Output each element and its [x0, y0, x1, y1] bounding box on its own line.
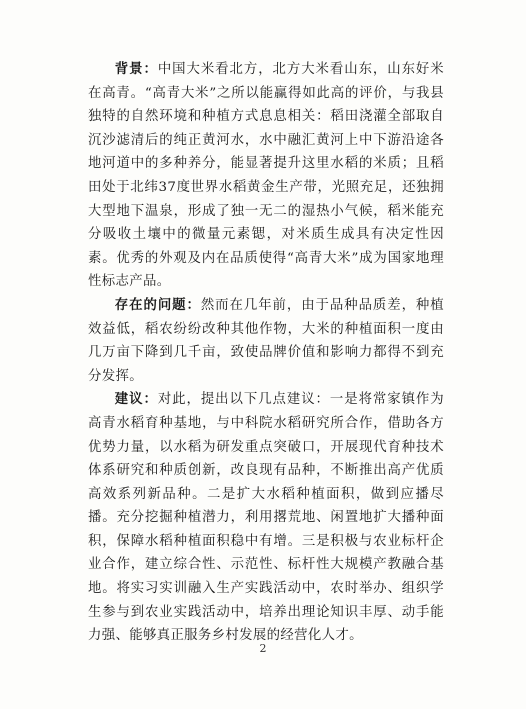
- paragraph-suggestions-text: 对此，提出以下几点建议：一是将常家镇作为高青水稻育种基地，与中科院水稻研究所合作，借助各方优势力量，以水稻为研发重点突破口，开展现代育种技术体系研究和种质创新，改良现有品种，不断推出高产优质高效系列新品种。二是扩大水稻种植面积，做到应播尽播。充分挖掘种植潜力，利用撂荒地、闲置地扩大播种面积，保障水稻种植面积稳中有增。三是积极与农业标杆企业合作，建立综合性、示范性、标杆性大规模产教融合基地。将实习实训融入生产实践活动中，农时举办、组织学生参与到农业实践活动中，培养出理论知识丰厚、动手能力强、能够真正服务乡村发展的经营化人才。: [88, 392, 445, 644]
- heading-suggestions: 建议：: [114, 391, 158, 408]
- paragraph-suggestions: [88, 388, 444, 648]
- body-text: [88, 58, 444, 648]
- heading-background: 背景：: [114, 61, 158, 77]
- heading-problems: 存在的问题：: [114, 296, 201, 313]
- page-number: 2: [259, 642, 267, 655]
- paragraph-problems: [88, 294, 444, 388]
- paragraph-problems-text: 然而在几年前，由于品种品质差，种植效益低，稻农纷纷改种其他作物，大米的种植面积一度由几万亩下降到几千亩，致使品牌价值和影响力都得不到充分发挥。: [88, 297, 445, 384]
- paragraph-background-text: 中国大米看北方，北方大米看山东，山东好米在高青。“高青大米”之所以能赢得如此高的评价，与我县独特的自然环境和种植方式息息相关：稻田浇灌全部取自沉沙滤清后的纯正黄河水，水中融汇黄河上中下游沿途各地河道中的多种养分，能显著提升这里水稻的米质；且稻田处于北纬37度世界水稻黄金生产带，光照充足，还独拥大型地下温泉，形成了独一无二的湿热小气候，稻米能充分吸收土壤中的微量元素锶，对米质生成具有决定性因素。优秀的外观及内在品质使得“高青大米”成为国家地理性标志产品。: [88, 62, 445, 290]
- paragraph-background: [88, 58, 444, 294]
